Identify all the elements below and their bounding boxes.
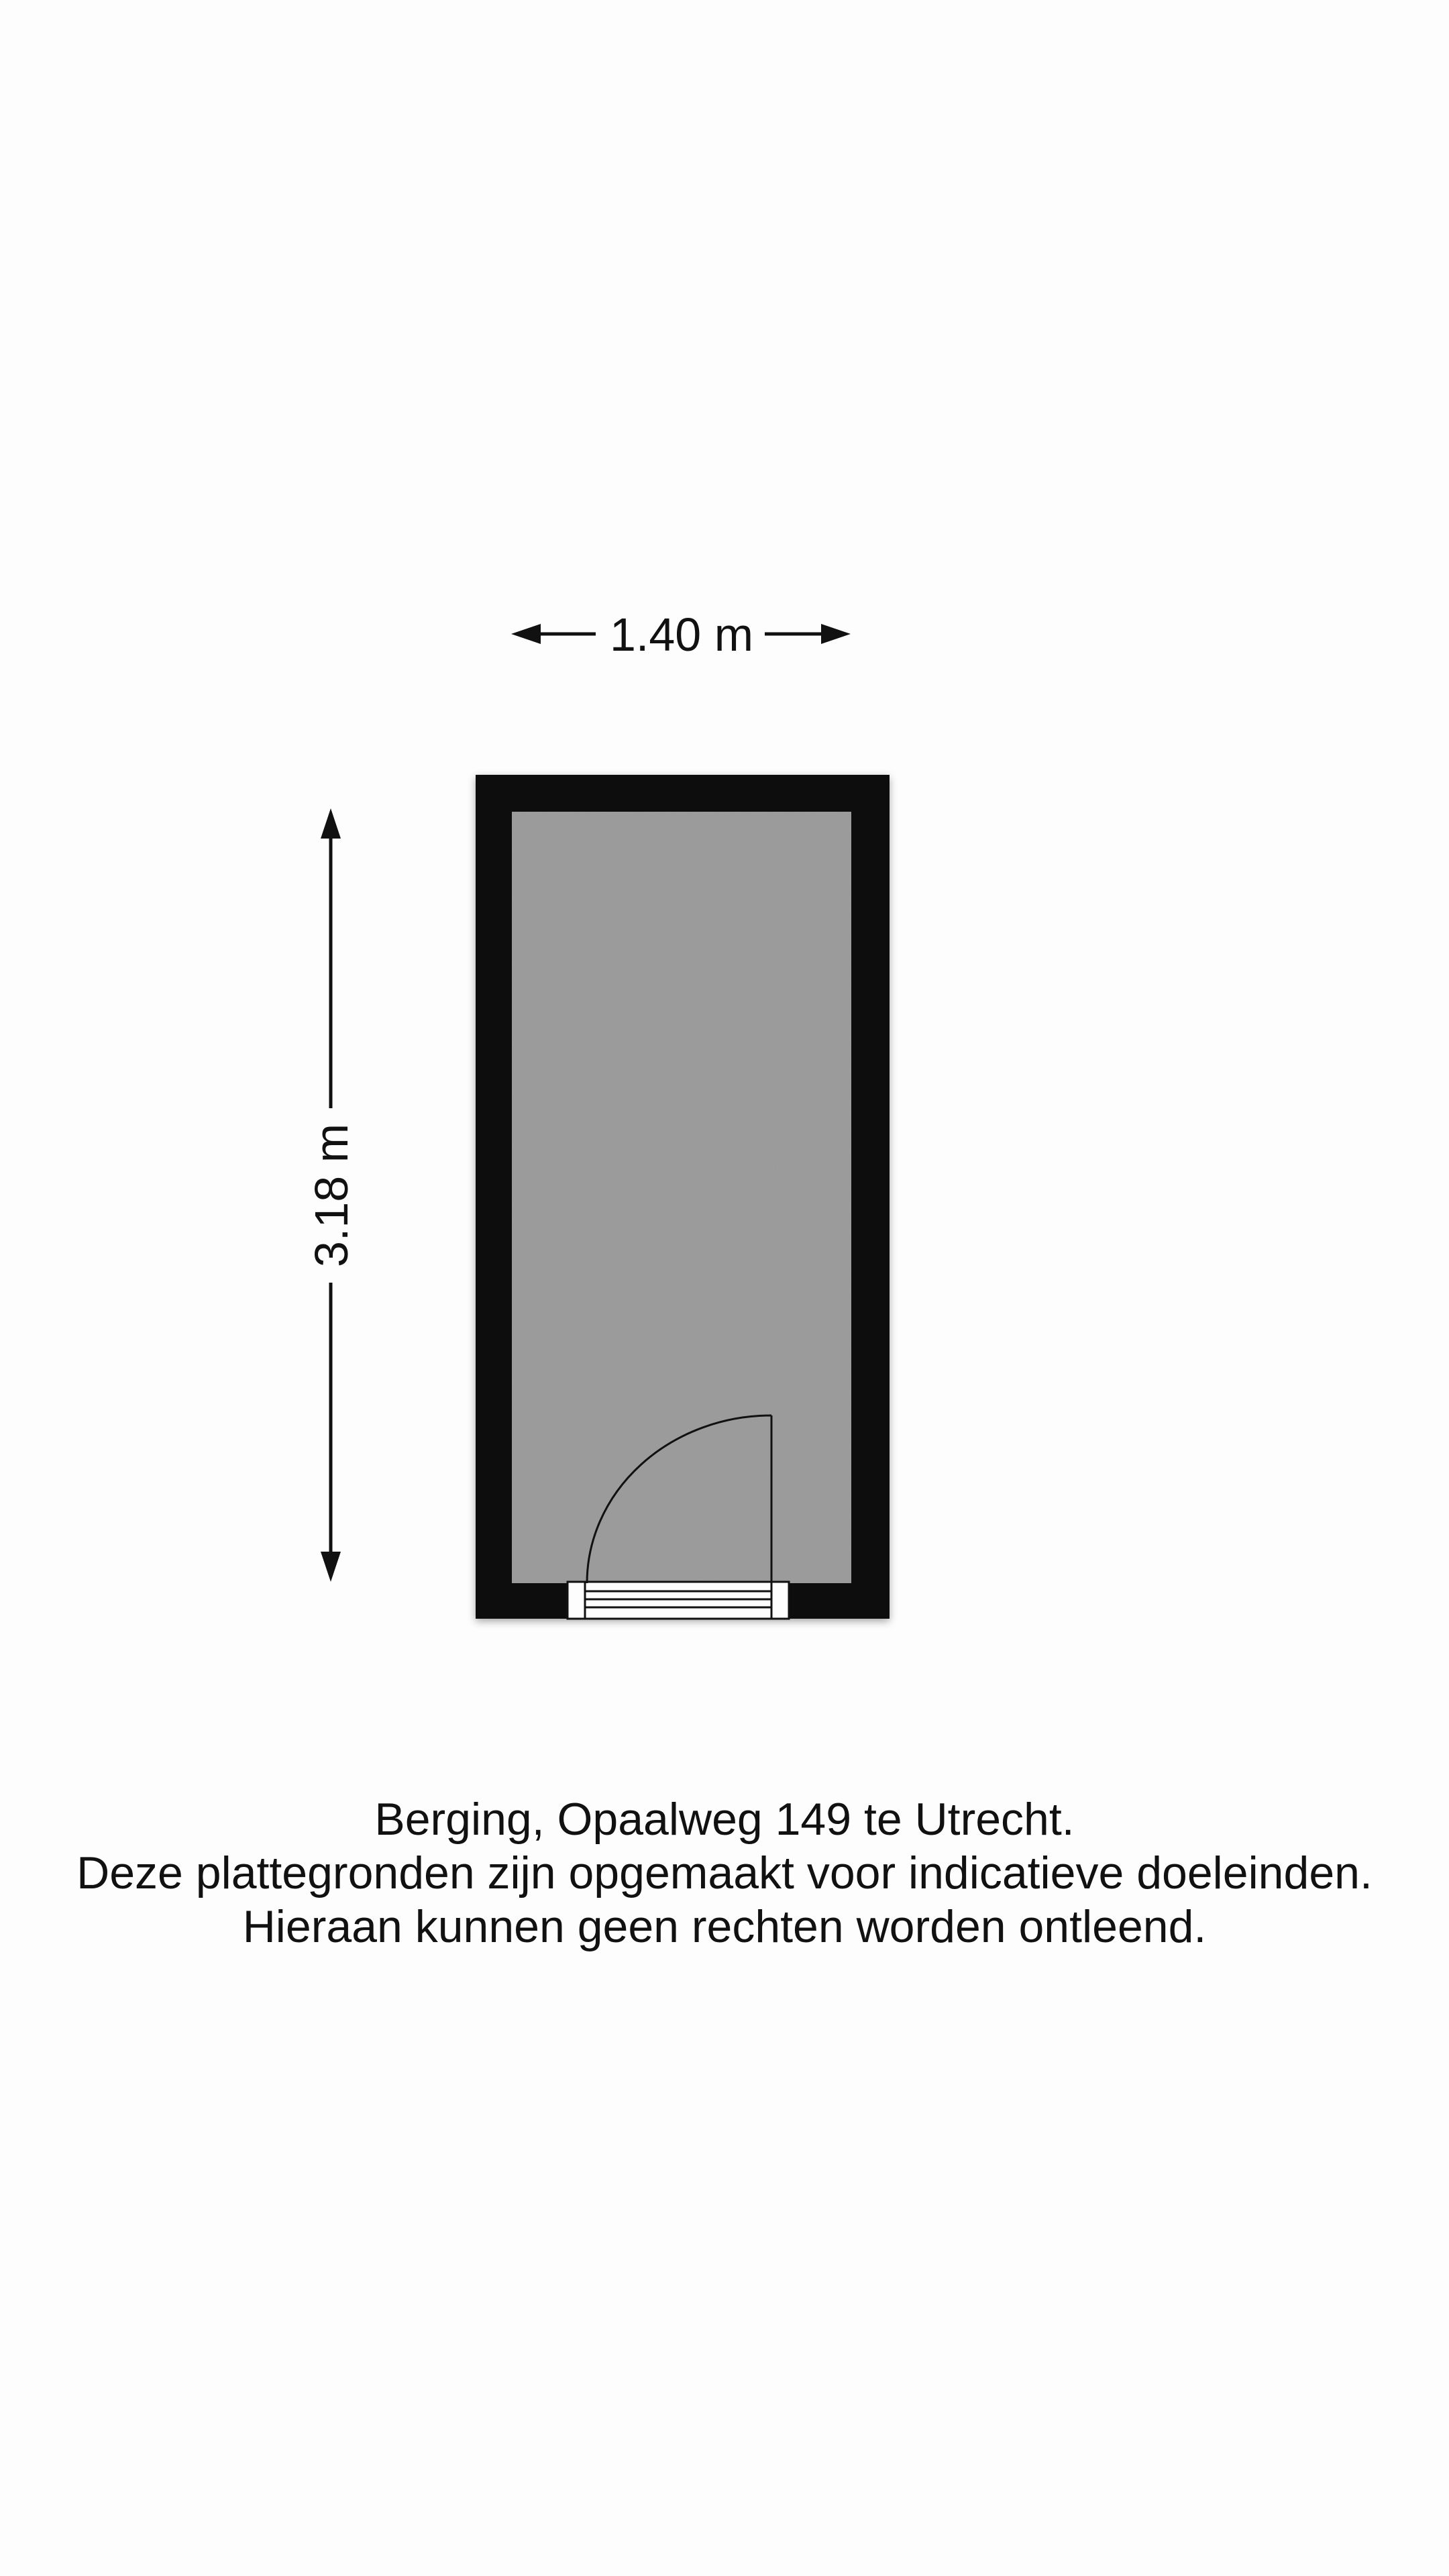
height-arrow-top (321, 808, 341, 839)
door-threshold (568, 1582, 789, 1619)
width-label: 1.40 m (610, 608, 753, 661)
height-arrow-bottom (321, 1552, 341, 1582)
height-label: 3.18 m (305, 1124, 358, 1267)
caption-liability: Hieraan kunnen geen rechten worden ontleend. (242, 1901, 1207, 1952)
caption-address: Berging, Opaalweg 149 te Utrecht. (374, 1794, 1075, 1845)
room-floor (512, 812, 851, 1583)
width-arrow-left (511, 624, 541, 644)
width-arrow-right (821, 624, 851, 644)
caption (0, 1792, 1449, 1953)
width-dimension (511, 608, 851, 661)
caption-disclaimer: Deze plattegronden zijn opgemaakt voor indicatieve doeleinden. (76, 1847, 1373, 1898)
height-dimension (305, 808, 358, 1582)
